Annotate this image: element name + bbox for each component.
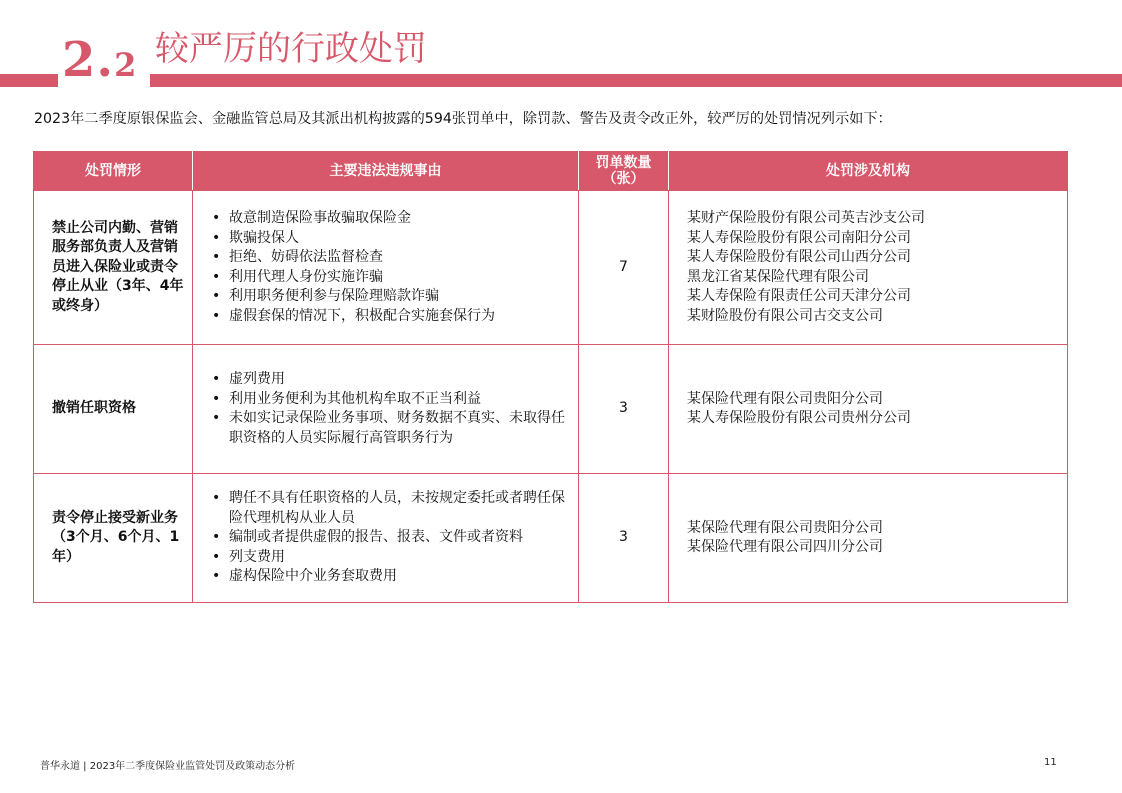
involved-orgs: [669, 345, 1068, 474]
org-item: 某保险代理有限公司贵阳分公司: [687, 519, 883, 536]
violation-reasons: [193, 191, 579, 345]
ticket-count: 7: [579, 191, 669, 345]
intro-text: 2023年二季度原银保监会、金融监管总局及其派出机构披露的594张罚单中，除罚款、警告及责令改正外，较严厉的处罚情况列示如下：: [34, 111, 892, 127]
penalty-category: 撤销任职资格: [34, 345, 193, 474]
section-number: 2.2: [62, 32, 138, 88]
footer-text: 普华永道 | 2023年二季度保险业监管处罚及政策动态分析: [40, 761, 296, 772]
org-item: 某财险股份有限公司古交支公司: [687, 307, 883, 324]
org-item: 某人寿保险股份有限公司山西分公司: [687, 249, 911, 265]
table-row: [34, 474, 1068, 603]
org-item: 黑龙江省某保险代理有限公司: [687, 268, 869, 285]
reason-item: • 利用代理人身份实施诈骗: [209, 268, 578, 288]
reason-item: • 列支费用: [209, 548, 578, 568]
reason-item: • 拒绝、妨碍依法监督检查: [209, 248, 578, 268]
header-bar: [0, 74, 1122, 87]
org-item: 某保险代理有限公司贵阳分公司: [687, 390, 883, 407]
reason-item: • 故意制造保险事故骗取保险金: [209, 209, 578, 229]
reason-item: • 未如实记录保险业务事项、财务数据不真实、未取得任职资格的人员实际履行高管职务行为: [209, 409, 578, 448]
column-header-count: 罚单数量 （张）: [579, 152, 669, 191]
penalty-table: [33, 151, 1068, 603]
penalty-category: 责令停止接受新业务（3个月、6个月、1年）: [34, 474, 193, 603]
violation-reasons: [193, 345, 579, 474]
involved-orgs: [669, 474, 1068, 603]
column-header-category: 处罚情形: [34, 152, 193, 191]
page-title: 较严厉的行政处罚: [155, 29, 427, 69]
org-item: 某人寿保险股份有限公司南阳分公司: [687, 229, 911, 246]
reason-item: • 编制或者提供虚假的报告、报表、文件或者资料: [209, 528, 578, 548]
table-header-row: [34, 152, 1068, 191]
org-item: 某人寿保险股份有限公司贵州分公司: [687, 410, 911, 426]
reason-item: • 利用职务便利参与保险理赔款诈骗: [209, 287, 578, 307]
reason-item: • 欺骗投保人: [209, 229, 578, 249]
ticket-count: 3: [579, 474, 669, 603]
reason-item: • 聘任不具有任职资格的人员，未按规定委托或者聘任保险代理机构从业人员: [209, 489, 578, 528]
org-item: 某财产保险股份有限公司英吉沙支公司: [687, 210, 925, 226]
reason-item: • 虚列费用: [209, 370, 578, 390]
column-header-orgs: 处罚涉及机构: [669, 152, 1068, 191]
org-item: 某人寿保险有限责任公司天津分公司: [687, 288, 911, 304]
page-number: 11: [1044, 757, 1057, 768]
table-row: [34, 191, 1068, 345]
reason-item: • 虚假套保的情况下，积极配合实施套保行为: [209, 307, 578, 327]
involved-orgs: [669, 191, 1068, 345]
penalty-category: 禁止公司内勤、营销服务部负责人及营销员进入保险业或责令停止从业（3年、4年或终身）: [34, 191, 193, 345]
violation-reasons: [193, 474, 579, 603]
reason-item: • 虚构保险中介业务套取费用: [209, 567, 578, 587]
ticket-count: 3: [579, 345, 669, 474]
org-item: 某保险代理有限公司四川分公司: [687, 539, 883, 555]
reason-item: • 利用业务便利为其他机构牟取不正当利益: [209, 390, 578, 410]
column-header-reasons: 主要违法违规事由: [193, 152, 579, 191]
table-row: [34, 345, 1068, 474]
